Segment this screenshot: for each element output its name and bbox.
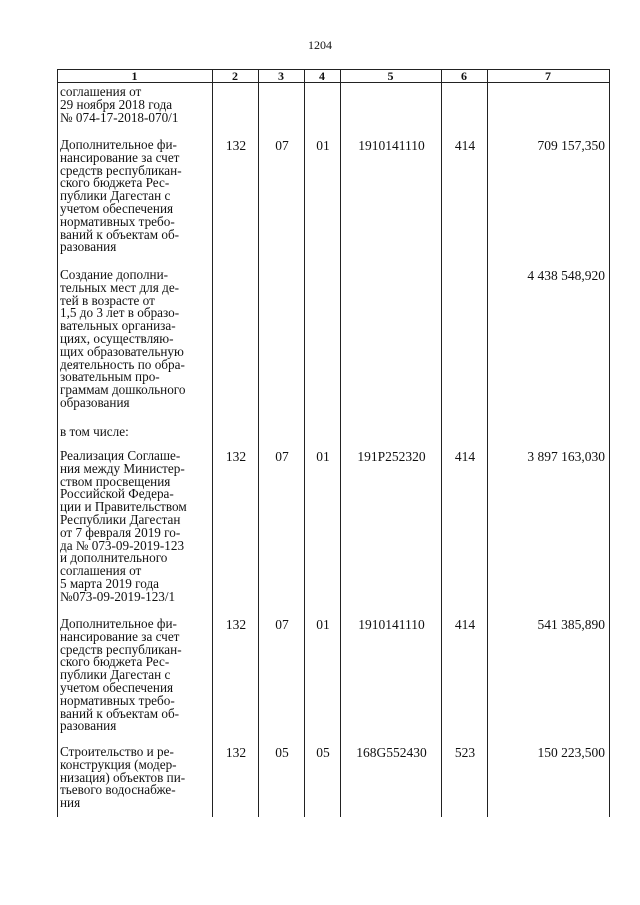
row-code-col-2: 132 — [225, 138, 247, 153]
column-divider — [340, 69, 341, 817]
row-amount: 4 438 548,920 — [527, 268, 605, 283]
header-col-4: 4 — [319, 69, 325, 83]
header-col-1: 1 — [131, 69, 138, 83]
row-amount: 709 157,350 — [537, 138, 605, 153]
row-code-col-4: 01 — [316, 138, 330, 153]
header-col-2: 2 — [232, 69, 238, 83]
row-code-col-3: 05 — [275, 745, 289, 760]
row-description: соглашения от 29 ноября 2018 года № 074-17-2018-070/1 — [60, 84, 179, 125]
budget-table — [57, 69, 610, 817]
page-number: 1204 — [308, 38, 332, 52]
row-code-col-6: 414 — [454, 138, 476, 153]
column-divider — [304, 69, 305, 817]
header-col-6: 6 — [461, 69, 467, 83]
row-code-col-4: 01 — [316, 617, 330, 632]
header-col-7: 7 — [545, 69, 551, 83]
row-code-col-4: 01 — [316, 449, 330, 464]
row-amount: 3 897 163,030 — [527, 449, 605, 464]
column-divider — [258, 69, 259, 817]
column-divider — [212, 69, 213, 817]
column-divider — [441, 69, 442, 817]
row-description: Дополнительное фи- нансирование за счет средств республикан- ского бюджета Рес- публики Дагестан с учетом обеспечения нормативных требо- ваний к объектам об- разования — [60, 137, 182, 255]
header-col-5: 5 — [387, 69, 394, 83]
row-description: Дополнительное фи- нансирование за счет средств республикан- ского бюджета Рес- публики Дагестан с учетом обеспечения нормативных требо- ваний к объектам об- разования — [60, 616, 182, 734]
row-description: Реализация Соглаше- ния между Министер- ством просвещения Российской Федера- ции и Правительством Республики Дагестан от 7 февраля 2019 го- да № 073-09-2019-123 и дополнительного соглашения от 5 марта 2019 года №073-09-2019-123/1 — [60, 448, 187, 604]
row-code-col-5: 1910141110 — [358, 617, 425, 632]
row-amount: 150 223,500 — [537, 745, 605, 760]
row-code-col-2: 132 — [225, 449, 247, 464]
row-code-col-4: 05 — [316, 745, 330, 760]
column-divider — [487, 69, 488, 817]
row-code-col-5: 191P252320 — [357, 449, 426, 464]
row-code-col-6: 414 — [454, 617, 476, 632]
row-code-col-5: 1910141110 — [358, 138, 425, 153]
row-amount: 541 385,890 — [537, 617, 605, 632]
header-col-3: 3 — [278, 69, 284, 83]
row-description: Создание дополни- тельных мест для де- тей в возрасте от 1,5 до 3 лет в образо- вательных организа- циях, осуществляю- щих образовательную деятельность по обра- зовательным про- граммам дошкольного образования — [60, 267, 186, 410]
row-code-col-2: 132 — [225, 745, 247, 760]
row-code-col-2: 132 — [225, 617, 247, 632]
row-code-col-5: 168G552430 — [356, 745, 427, 760]
row-code-col-6: 414 — [454, 449, 476, 464]
row-description: Строительство и ре- конструкция (модер- низация) объектов пи- тьевого водоснабже- ния — [60, 744, 186, 811]
column-divider — [609, 69, 610, 817]
column-divider — [57, 69, 58, 817]
row-code-col-3: 07 — [275, 138, 289, 153]
row-code-col-3: 07 — [275, 449, 289, 464]
row-code-col-6: 523 — [454, 745, 476, 760]
row-code-col-3: 07 — [275, 617, 289, 632]
row-description: в том числе: — [60, 424, 129, 439]
